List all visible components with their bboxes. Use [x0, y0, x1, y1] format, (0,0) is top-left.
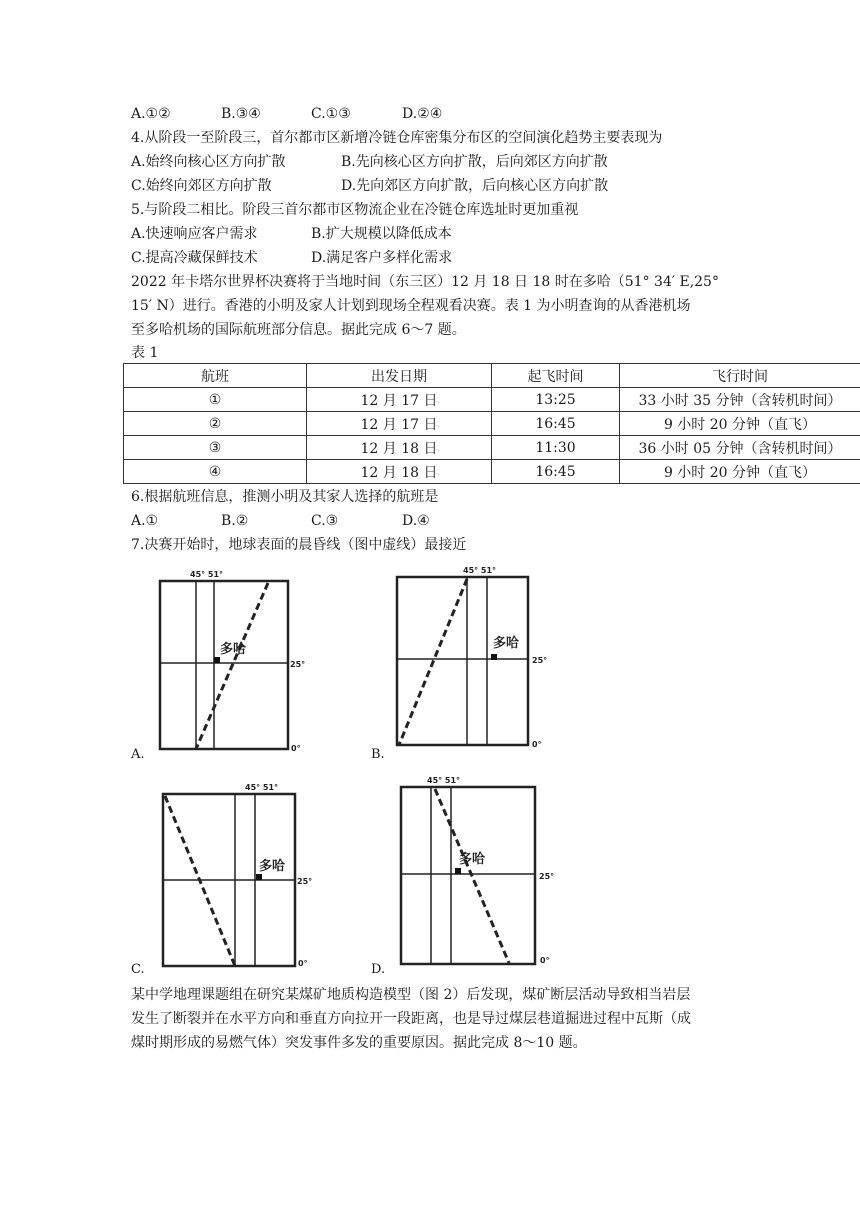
table-header-cell: 起飞时间	[492, 364, 620, 388]
table-cell: ①	[124, 388, 307, 412]
equator-label: 0°	[540, 956, 550, 965]
equator-label: 0°	[291, 744, 301, 753]
flight-table	[123, 363, 860, 484]
table-cell: ④	[124, 460, 307, 484]
terminator-figure-a	[158, 565, 308, 755]
longitude-label: 45° 51°	[463, 566, 497, 575]
q3-option-c: C.①③	[311, 106, 351, 122]
table-cell: 33 小时 35 分钟（含转机时间）	[620, 388, 860, 412]
table-row	[124, 412, 860, 436]
latitude-label: 25°	[290, 660, 306, 669]
intro1-line-2: 15′ N）进行。香港的小明及家人计划到现场全程观看决赛。表 1 为小明查询的从香港机场	[131, 298, 691, 314]
q4-option-d: D.先向郊区方向扩散，后向核心区方向扩散	[341, 178, 609, 194]
table-header-row	[124, 364, 860, 388]
q5-option-b: B.扩大规模以降低成本	[311, 226, 452, 242]
latitude-label: 25°	[539, 872, 555, 881]
table-cell: 36 小时 05 分钟（含转机时间）	[620, 436, 860, 460]
q6-option-b: B.②	[221, 513, 249, 529]
terminator-figure-d	[399, 773, 559, 968]
q3-option-b: B.③④	[221, 106, 261, 122]
table-cell: 12 月 18 日	[307, 436, 492, 460]
q4-option-c: C.始终向郊区方向扩散	[131, 178, 272, 194]
table-header-cell: 航班	[124, 364, 307, 388]
longitude-label: 45° 51°	[245, 783, 279, 792]
q6-stem: 6.根据航班信息，推测小明及其家人选择的航班是	[131, 489, 439, 505]
q5-option-d: D.满足客户多样化需求	[311, 250, 453, 266]
table-cell: 12 月 17 日	[307, 388, 492, 412]
city-label: 多哈	[220, 642, 247, 657]
table-header-cell: 出发日期	[307, 364, 492, 388]
table-cell: 16:45	[492, 412, 620, 436]
figure-c-label: C.	[131, 962, 145, 977]
city-label: 多哈	[459, 852, 486, 867]
terminator-figure-b	[395, 563, 555, 753]
q5-stem: 5.与阶段二相比。阶段三首尔都市区物流企业在冷链仓库选址时更加重视	[131, 202, 579, 218]
table-cell: 9 小时 20 分钟（直飞）	[620, 412, 860, 436]
q5-option-a: A.快速响应客户需求	[131, 226, 258, 242]
latitude-label: 25°	[532, 656, 548, 665]
table-cell: ②	[124, 412, 307, 436]
table-cell: 16:45	[492, 460, 620, 484]
q3-option-d: D.②④	[402, 106, 443, 122]
q3-option-a: A.①②	[131, 106, 171, 122]
q6-option-d: D.④	[402, 513, 430, 529]
intro2-line-3: 煤时期形成的易燃气体）突发事件多发的重要原因。据此完成 8～10 题。	[131, 1035, 587, 1051]
table-row	[124, 460, 860, 484]
intro2-line-1: 某中学地理课题组在研究某煤矿地质构造模型（图 2）后发现，煤矿断层活动导致相当岩层	[131, 987, 691, 1003]
table-cell: 9 小时 20 分钟（直飞）	[620, 460, 860, 484]
city-label: 多哈	[493, 636, 520, 651]
city-label: 多哈	[259, 859, 286, 874]
q4-option-b: B.先向核心区方向扩散，后向郊区方向扩散	[341, 154, 608, 170]
table-header-cell: 飞行时间	[620, 364, 860, 388]
longitude-label: 45° 51°	[190, 570, 224, 579]
figure-d-label: D.	[371, 962, 386, 977]
latitude-label: 25°	[297, 877, 313, 886]
equator-label: 0°	[298, 959, 308, 968]
q4-option-a: A.始终向核心区方向扩散	[131, 154, 286, 170]
q7-stem: 7.决赛开始时，地球表面的晨昏线（图中虚线）最接近	[131, 537, 467, 553]
equator-label: 0°	[532, 740, 542, 749]
table-cell: 11:30	[492, 436, 620, 460]
table-cell: 12 月 18 日	[307, 460, 492, 484]
terminator-figure-c	[161, 780, 321, 970]
q6-option-c: C.③	[311, 513, 339, 529]
table-cell: 12 月 17 日	[307, 412, 492, 436]
table-cell: 13:25	[492, 388, 620, 412]
table-row	[124, 388, 860, 412]
intro2-line-2: 发生了断裂并在水平方向和垂直方向拉开一段距离，也是导过煤层巷道掘进过程中瓦斯（成	[131, 1011, 691, 1027]
q4-stem: 4.从阶段一至阶段三，首尔都市区新增冷链仓库密集分布区的空间演化趋势主要表现为	[131, 130, 663, 146]
intro1-line-1: 2022 年卡塔尔世界杯决赛将于当地时间（东三区）12 月 18 日 18 时在多哈（51° 34′ E,25°	[131, 274, 719, 290]
q5-option-c: C.提高冷藏保鲜技术	[131, 250, 258, 266]
table-caption: 表 1	[131, 345, 159, 361]
table-row	[124, 436, 860, 460]
q6-option-a: A.①	[131, 513, 159, 529]
longitude-label: 45° 51°	[427, 776, 461, 785]
figure-a-label: A.	[131, 747, 145, 762]
intro1-line-3: 至多哈机场的国际航班部分信息。据此完成 6～7 题。	[131, 322, 466, 338]
figure-b-label: B.	[371, 747, 385, 762]
table-cell: ③	[124, 436, 307, 460]
